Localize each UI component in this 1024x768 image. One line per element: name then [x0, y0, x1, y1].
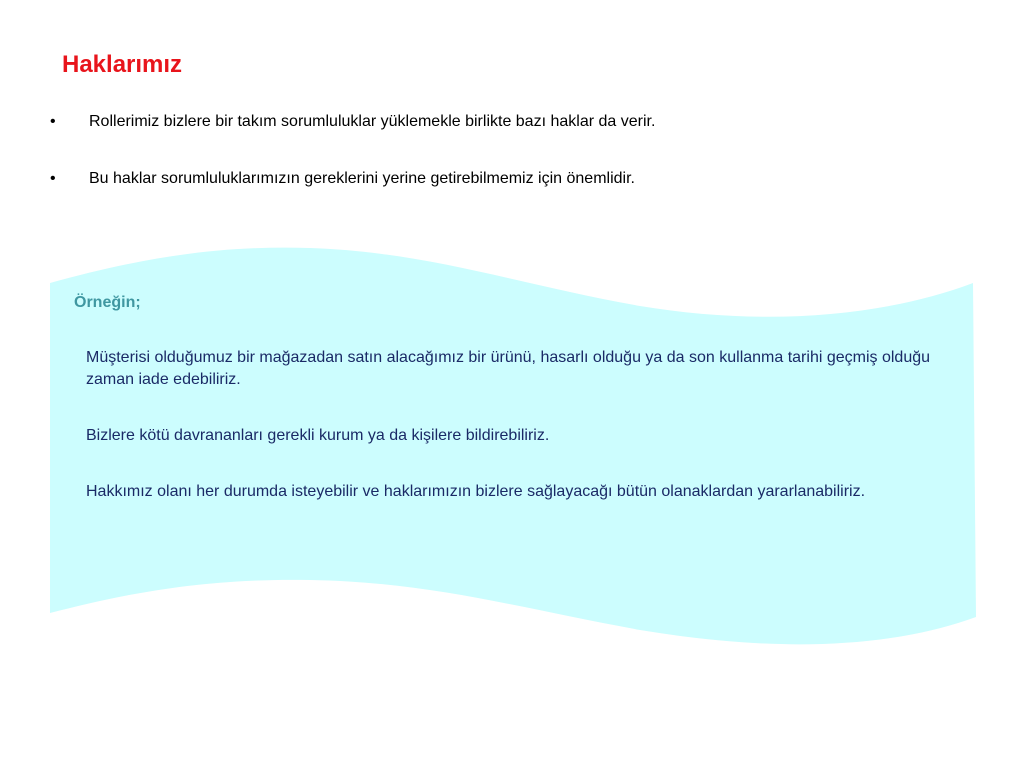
example-item: Bizlere kötü davrananları gerekli kurum ya da kişilere bildirebiliriz.	[86, 427, 550, 444]
bullet-dot: •	[50, 170, 56, 187]
slide-title: Haklarımız	[62, 51, 183, 78]
example-item: Hakkımız olanı her durumda isteyebilir ve haklarımızın bizlere sağlayacağı bütün olanaklardan yararlanabiliriz.	[86, 483, 866, 500]
bullet-dot: •	[50, 113, 56, 130]
bullet-text: Rollerimiz bizlere bir takım sorumluluklar yüklemekle birlikte bazı haklar da verir.	[89, 113, 656, 130]
example-heading: Örneğin;	[74, 294, 141, 311]
example-item: Müşterisi olduğumuz bir mağazadan satın alacağımız bir ürünü, hasarlı olduğu ya da son kullanma tarihi geçmiş olduğu zaman iade edebiliriz.	[86, 349, 931, 388]
bullet-text: Bu haklar sorumluluklarımızın gereklerini yerine getirebilmemiz için önemlidir.	[89, 170, 635, 187]
example-list	[86, 347, 966, 537]
